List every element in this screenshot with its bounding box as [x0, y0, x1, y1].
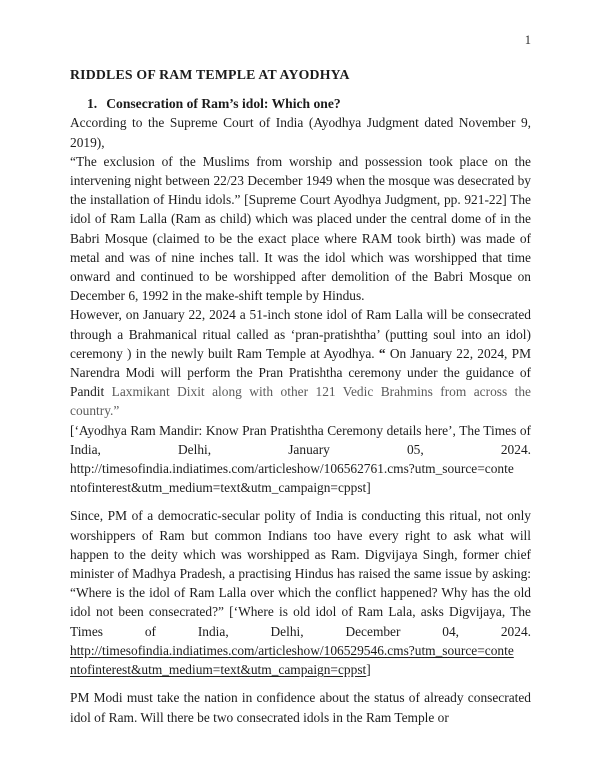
section-heading	[70, 94, 531, 113]
paragraph-consecration	[70, 305, 531, 420]
paragraph-court-quote: “The exclusion of the Muslims from worship and possession took place on the intervening night between 22/23 December 1949 when the mosque was desecrated by the installation of Hindu idols.” [Supreme Court Ayodhya Judgment, pp. 921-22] The idol of Ram Lalla (Ram as child) which was placed under the central dome of in the Babri Mosque (claimed to be the exact place where RAM took birth) was made of metal and was of nine inches tall. It was the idol which was worshipped that time onward and continued to be worshipped after demolition of the Babri Mosque on December 6, 1992 in the make-shift temple by Hindus.	[70, 153, 531, 304]
citation-times-of-india-january: [‘Ayodhya Ram Mandir: Know Pran Pratishtha Ceremony details here’, The Times of India, Delhi, January 05, 2024.	[70, 422, 531, 457]
page-content	[70, 31, 531, 727]
url-articleshow-106529546-line2	[70, 660, 531, 679]
paragraph-intro: According to the Supreme Court of India (Ayodhya Judgment dated November 9, 2019),	[70, 115, 531, 150]
page-number: 1	[524, 33, 531, 47]
paragraph-pm-modi-confidence: PM Modi must take the nation in confidence about the status of already consecrated idol of Ram. Will there be two consecrated idols in the Ram Temple or	[70, 690, 531, 725]
url-articleshow-106529546-line1[interactable]: http://timesofindia.indiatimes.com/articleshow/106529546.cms?utm_source=conte	[70, 642, 514, 658]
section-heading-number: 1.	[87, 96, 98, 112]
bold-open-quote: “	[378, 345, 386, 361]
paragraph-consecration-part1: However, on January 22, 2024 a 51-inch stone idol of Ram Lalla will be consecrated through a Brahmanical ritual called as ‘pran-pratishtha’ (putting soul into an idol) ceremony ) in the newly built Ram Temple at Ayodhya.	[70, 307, 531, 361]
document-title: RIDDLES OF RAM TEMPLE AT AYODHYA	[70, 67, 350, 82]
url-closing-bracket: ]	[366, 662, 371, 678]
paragraph-digvijaya-question: Since, PM of a democratic-secular polity of India is conducting this ritual, not only worshippers of Ram but common Indians too have every right to ask what will happen to the deity which was worshipped as Ram. Digvijaya Singh, former chief minister of Madhya Pradesh, a practising Hindus has raised the same issue by asking: “Where is the idol of Ram Lalla over which the conflict happened? Why has the old idol not been consecrated?” [‘Where is old idol of Ram Lala, asks Digvijaya, The Times of India, Delhi, December 04, 2024.	[70, 508, 531, 639]
paragraph-consecration-gray-text: Laxmikant Dixit along with other 121 Vedic Brahmins from across the country.”	[70, 384, 531, 419]
url-articleshow-106529546-line2-link[interactable]: ntofinterest&utm_medium=text&utm_campaign=cppst	[70, 662, 367, 678]
url-articleshow-106562761-line1: http://timesofindia.indiatimes.com/articleshow/106562761.cms?utm_source=conte	[70, 461, 514, 477]
paragraph-consecration-part2: On January 22, 2024, PM Narendra Modi will perform the Pran Pratishtha ceremony under the guidance of Pandit	[70, 345, 532, 400]
section-heading-text: Consecration of Ram’s idol: Which one?	[106, 96, 341, 112]
url-articleshow-106562761-line2: ntofinterest&utm_medium=text&utm_campaign=cppst]	[70, 480, 371, 496]
